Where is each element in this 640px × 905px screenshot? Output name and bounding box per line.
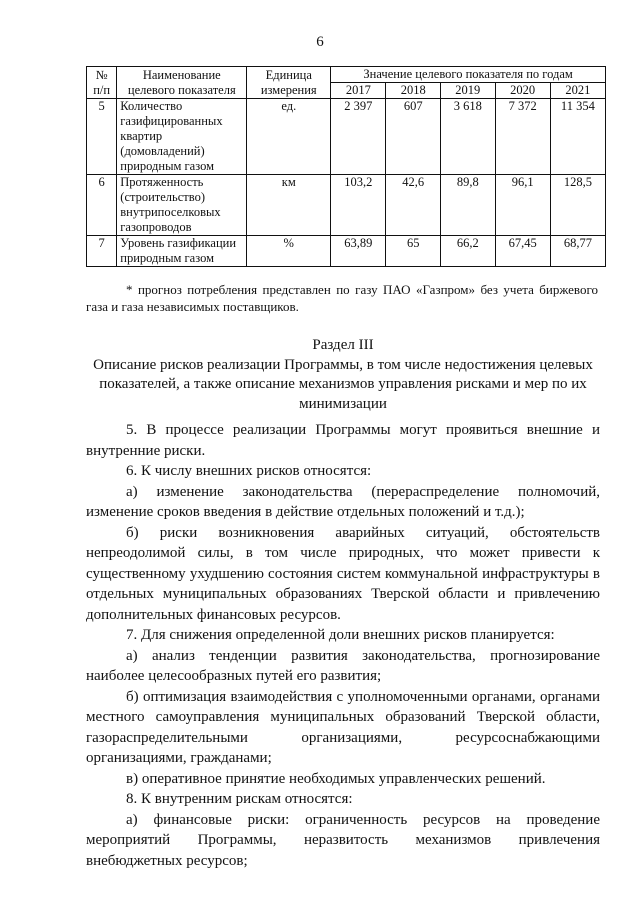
header-year: 2017 (331, 83, 386, 99)
paragraph: б) оптимизация взаимодействия с уполномоченными органами, органами местного самоуправления муниципальных образований Тверской области, газораспределительными организациями, ресурсоснабжающими организациями, гражданами; (86, 688, 600, 766)
cell-value: 96,1 (495, 175, 550, 236)
header-year: 2021 (550, 83, 605, 99)
paragraph: б) риски возникновения аварийных ситуаций, обстоятельств непреодолимой силы, в том числе природных, что может привести к существенному ухудшению состояния систем коммунальной инфраструктуры в отдельных муниципальных образованиях Тверской области и привлечению дополнительных финансовых ресурсов. (86, 524, 600, 623)
cell-value: 65 (386, 236, 441, 267)
table-row (87, 236, 606, 267)
header-year: 2019 (441, 83, 496, 99)
page-number: 6 (316, 34, 324, 50)
paragraph: в) оперативное принятие необходимых управленческих решений. (126, 770, 546, 787)
table-row (87, 99, 606, 175)
cell-unit: км (247, 175, 331, 236)
cell-value: 63,89 (331, 236, 386, 267)
cell-value: 128,5 (550, 175, 605, 236)
paragraph: а) анализ тенденции развития законодательства, прогнозирование наиболее целесообразных путей его развития; (86, 647, 600, 684)
cell-unit: ед. (247, 99, 331, 175)
paragraph: а) изменение законодательства (перераспределение полномочий, изменение сроков введения в действие отдельных положений и т.д.); (86, 483, 600, 520)
cell-value: 103,2 (331, 175, 386, 236)
cell-value: 607 (386, 99, 441, 175)
indicators-table (86, 66, 606, 267)
cell-no: 5 (87, 99, 117, 175)
header-year: 2020 (495, 83, 550, 99)
cell-no: 7 (87, 236, 117, 267)
section-title: Описание рисков реализации Программы, в том числе недостижения целевых показателей, а также описание механизмов управления рисками и мер по их минимизации (93, 356, 593, 412)
body-text (86, 420, 600, 871)
cell-value: 68,77 (550, 236, 605, 267)
cell-value: 89,8 (441, 175, 496, 236)
header-name: Наименование целевого показателя (117, 67, 247, 99)
header-year: 2018 (386, 83, 441, 99)
header-no: № п/п (87, 67, 117, 99)
cell-value: 3 618 (441, 99, 496, 175)
cell-name: Уровень газификации природным газом (117, 236, 247, 267)
paragraph: 5. В процессе реализации Программы могут проявиться внешние и внутренние риски. (86, 422, 600, 459)
cell-unit: % (247, 236, 331, 267)
paragraph: а) финансовые риски: ограниченность ресурсов на проведение мероприятий Программы, неразвитость механизмов привлечения внебюджетных ресурсов; (86, 811, 600, 869)
cell-name: Количество газифицированных квартир (домовладений) природным газом (117, 99, 247, 175)
cell-no: 6 (87, 175, 117, 236)
cell-value: 2 397 (331, 99, 386, 175)
cell-value: 7 372 (495, 99, 550, 175)
header-unit: Единица измерения (247, 67, 331, 99)
paragraph: 7. Для снижения определенной доли внешних рисков планируется: (126, 627, 555, 643)
cell-value: 66,2 (441, 236, 496, 267)
paragraph: 6. К числу внешних рисков относятся: (126, 463, 372, 479)
footnote: * прогноз потребления представлен по газу ПАО «Газпром» без учета биржевого газа и газа независимых поставщиков. (86, 282, 598, 314)
cell-name: Протяженность (строительство) внутрипоселковых газопроводов (117, 175, 247, 236)
table-row (87, 175, 606, 236)
header-values-group: Значение целевого показателя по годам (331, 67, 606, 83)
cell-value: 42,6 (386, 175, 441, 236)
section-label: Раздел III (312, 337, 374, 353)
section-heading (86, 336, 600, 414)
cell-value: 67,45 (495, 236, 550, 267)
paragraph: 8. К внутренним рискам относятся: (126, 791, 353, 807)
cell-value: 11 354 (550, 99, 605, 175)
